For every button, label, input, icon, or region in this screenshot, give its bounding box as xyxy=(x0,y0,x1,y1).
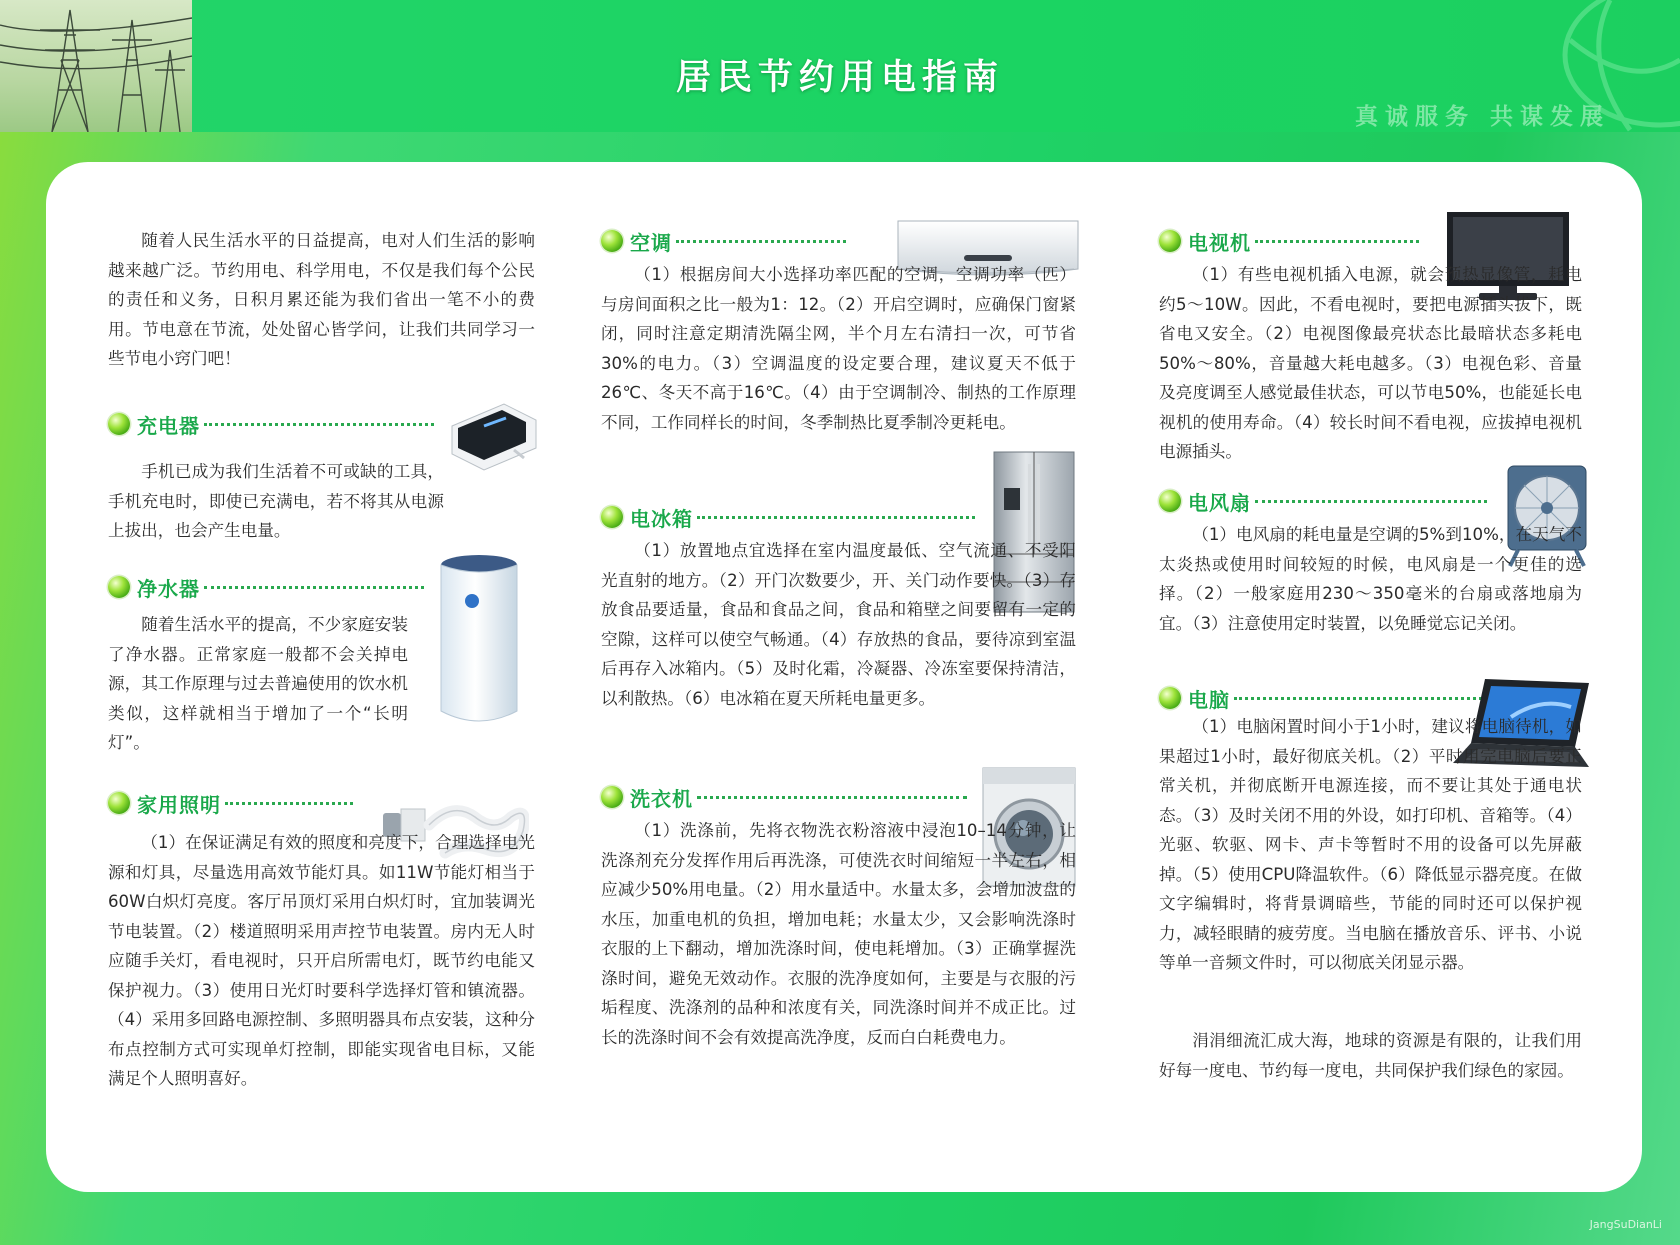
dotted-rule xyxy=(204,586,424,589)
dotted-rule xyxy=(1234,697,1482,700)
refrigerator-text: （1）放置地点宜选择在室内温度最低、空气流通、不受阳光直射的地方。（2）开门次数要少，开、关门动作要快。（3）存放食品要适量，食品和食品之间，食品和箱壁之间要留有一定的空隙，这样可以使空气畅通。（4）存放热的食品，要待凉到室温后再存入冰箱内。（5）及时化霜，冷凝器、冷冻室要保持清洁，以利散热。（6）电冰箱在夏天所耗电量更多。 xyxy=(601,541,1076,708)
television-text: （1）有些电视机插入电源，就会预热显像管，耗电约5～10W。因此，不看电视时，要把电源插头拔下，既省电又安全。（2）电视图像最亮状态比最暗状态多耗电50%～80%，音量越大耗电越多。（3）电视色彩、音量及亮度调至人感觉最佳状态，可以节电50%，也能延长电视机的使用寿命。（4）较长时间不看电视，应拔掉电视机电源插头。 xyxy=(1159,265,1582,461)
bullet-icon xyxy=(601,506,623,528)
bullet-icon xyxy=(108,576,130,598)
heading-computer-label: 电脑 xyxy=(1188,687,1230,712)
air-conditioner-text: （1）根据房间大小选择功率匹配的空调，空调功率（匹）与房间面积之比一般为1：12。（2）开启空调时，应确保门窗紧闭，同时注意定期清洗隔尘网，半个月左右清扫一次，可节省30%的电力。（3）空调温度的设定要合理，建议夏天不低于26℃、冬天不高于16℃。（4）由于空调制冷、制热的工作原理不同，工作同样长的时间，冬季制热比夏季制冷更耗电。 xyxy=(601,265,1076,432)
intro-paragraph: 随着人民生活水平的日益提高，电对人们生活的影响越来越广泛。节约用电、科学用电，不仅是我们每个公民的责任和义务，日积月累还能为我们省出一笔不小的费用。节电意在节流，处处留心皆学问，让我们共同学习一些节电小窍门吧！ xyxy=(108,231,535,368)
dotted-rule xyxy=(1255,240,1419,243)
fan-text: （1）电风扇的耗电量是空调的5%到10%，在天气不太炎热或使用时间较短的时候，电风扇是一个更佳的选择。（2）一般家庭用230～350毫米的台扇或落地扇为宜。（3）注意使用定时装置，以免睡觉忘记关闭。 xyxy=(1159,525,1582,633)
phone-charger-icon xyxy=(444,398,542,472)
closing-paragraph: 涓涓细流汇成大海，地球的资源是有限的，让我们用好每一度电、节约每一度电，共同保护我们绿色的家园。 xyxy=(1159,1031,1582,1080)
heading-fan xyxy=(1159,486,1487,516)
water-purifier-text: 随着生活水平的提高，不少家庭安装了净水器。正常家庭一般都不会关掉电源，其工作原理与过去普遍使用的饮水机类似，这样就相当于增加了一个“长明灯”。 xyxy=(108,615,408,752)
charger-text: 手机已成为我们生活着不可或缺的工具，手机充电时，即使已充满电，若不将其从电源上拔出，也会产生电量。 xyxy=(108,462,444,540)
heading-television-label: 电视机 xyxy=(1188,230,1251,255)
heading-charger xyxy=(108,409,434,439)
lighting-text: （1）在保证满足有效的照度和亮度下，合理选择电光源和灯具，尽量选用高效节能灯具。如11W节能灯相当于60W白炽灯亮度。客厅吊顶灯采用白炽灯时，宜加装调光节电装置。（2）楼道照明采用声控节电装置。房内无人时应随手关灯，看电视时，只开启所需电灯，既节约电能又保护视力。（3）使用日光灯时要科学选择灯管和镇流器。（4）采用多回路电源控制、多照明器具布点安装，这种分布点控制方式可实现单灯控制，即能实现省电目标，又能满足个人照明喜好。 xyxy=(108,833,535,1088)
slogan: 真诚服务 共谋发展 xyxy=(1354,104,1610,130)
bullet-icon xyxy=(601,230,623,252)
page-title: 居民节约用电指南 xyxy=(675,58,1004,98)
heading-fan-label: 电风扇 xyxy=(1188,490,1251,515)
heading-charger-label: 充电器 xyxy=(137,413,200,438)
dotted-rule xyxy=(1255,500,1487,503)
heading-lighting-label: 家用照明 xyxy=(137,792,221,817)
heading-lighting xyxy=(108,788,353,818)
bullet-icon xyxy=(108,413,130,435)
heading-water-purifier-label: 净水器 xyxy=(137,576,200,601)
heading-water-purifier xyxy=(108,572,424,602)
watermark-text: JangSuDianLi xyxy=(1589,1218,1662,1231)
heading-television xyxy=(1159,226,1419,256)
washing-machine-text: （1）洗涤前，先将衣物洗衣粉溶液中浸泡10–14分钟，让洗涤剂充分发挥作用后再洗涤，可使洗衣时间缩短一半左右，相应减少50%用电量。（2）用水量适中。水量太多，会增加波盘的水压，加重电机的负担，增加电耗；水量太少，又会影响洗涤时衣服的上下翻动，增加洗涤时间，使电耗增加。（3）正确掌握洗涤时间，避免无效动作。衣服的洗净度如何，主要是与衣服的污垢程度、洗涤剂的品种和浓度有关，同洗涤时间并不成正比。过长的洗涤时间不会有效提高洗净度，反而白白耗费电力。 xyxy=(601,821,1076,1047)
heading-washing-machine-label: 洗衣机 xyxy=(630,786,693,811)
computer-text: （1）电脑闲置时间小于1小时，建议将电脑待机，如果超过1小时，最好彻底关机。（2）平时用完电脑后要正常关机，并彻底断开电源连接，而不要让其处于通电状态。（3）及时关闭不用的外设，如打印机、音箱等。（4）光驱、软驱、网卡、声卡等暂时不用的设备可以先屏蔽掉。（5）使用CPU降温软件。（6）降低显示器亮度。在做文字编辑时，将背景调暗些，节能的同时还可以保护视力，减轻眼睛的疲劳度。当电脑在播放音乐、评书、小说等单一音频文件时，可以彻底关闭显示器。 xyxy=(1159,717,1582,972)
heading-refrigerator-label: 电冰箱 xyxy=(630,506,693,531)
heading-computer xyxy=(1159,683,1482,713)
bullet-icon xyxy=(1159,687,1181,709)
dotted-rule xyxy=(697,796,967,799)
bullet-icon xyxy=(1159,490,1181,512)
dotted-rule xyxy=(204,423,434,426)
bullet-icon xyxy=(1159,230,1181,252)
water-purifier-icon xyxy=(432,553,527,731)
heading-refrigerator xyxy=(601,502,975,532)
heading-washing-machine xyxy=(601,782,967,812)
bullet-icon xyxy=(601,786,623,808)
dotted-rule xyxy=(225,802,353,805)
dotted-rule xyxy=(676,240,846,243)
dotted-rule xyxy=(697,516,975,519)
heading-air-conditioner-label: 空调 xyxy=(630,230,672,255)
heading-air-conditioner xyxy=(601,226,846,256)
bullet-icon xyxy=(108,792,130,814)
